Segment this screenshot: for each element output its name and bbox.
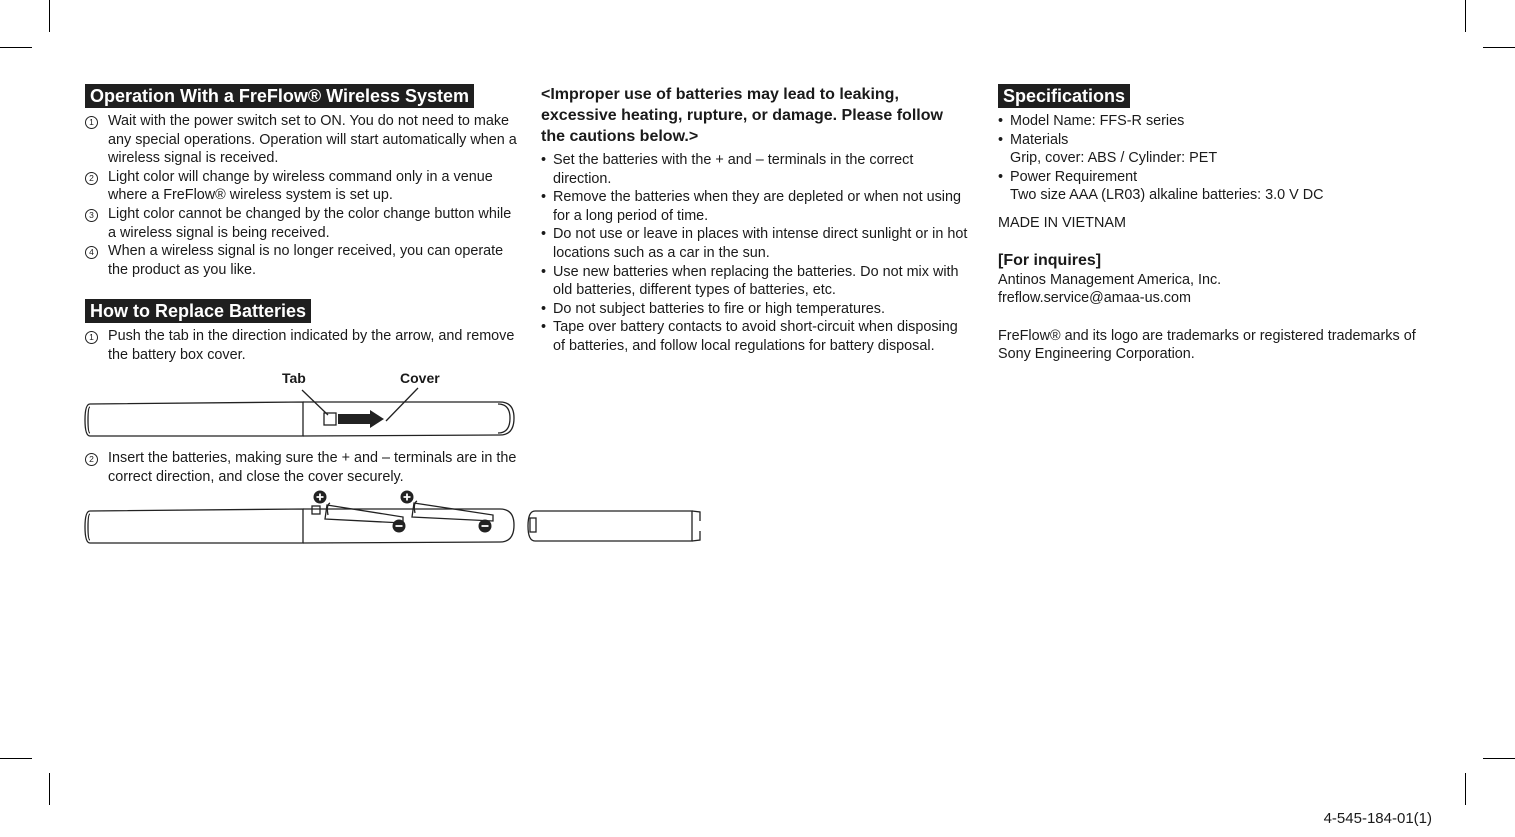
list-item: • Set the batteries with the + and – terminals in the correct direction. <box>541 151 971 188</box>
step-number: 1 <box>85 331 98 344</box>
spec-label: Power Requirement <box>1010 168 1138 185</box>
list-item: • Do not use or leave in places with intense direct sunlight or in hot locations such as a car in the sun. <box>541 225 971 262</box>
crop-mark <box>49 0 50 32</box>
step-text: Light color cannot be changed by the color change button while a wireless signal is being received. <box>108 205 512 241</box>
list-item: • Tape over battery contacts to avoid short-circuit when disposing of batteries, and follow local regulations for battery disposal. <box>541 318 971 355</box>
operation-title: Operation With a FreFlow® Wireless System <box>85 84 474 108</box>
list-item <box>85 449 517 486</box>
trademark-notice: FreFlow® and its logo are trademarks or registered trademarks of Sony Engineering Corporation. <box>998 327 1416 363</box>
step-number: 4 <box>85 246 98 259</box>
spec-label: Materials <box>1010 131 1069 148</box>
list-item: • Do not subject batteries to fire or high temperatures. <box>541 300 971 319</box>
contact-email: freflow.service@amaa-us.com <box>998 290 1191 307</box>
list-item <box>85 327 517 364</box>
list-item: • Use new batteries when replacing the batteries. Do not mix with old batteries, different types of batteries, etc. <box>541 263 971 300</box>
step-text: Insert the batteries, making sure the + and – terminals are in the correct direction, and close the cover securely. <box>108 450 517 485</box>
origin-text: MADE IN VIETNAM <box>998 214 1126 231</box>
crop-mark <box>1483 47 1515 48</box>
crop-mark <box>1483 758 1515 759</box>
list-item <box>85 242 517 279</box>
step-text: Wait with the power switch set to ON. You do not need to make any special operations. Operation will start automatically when a wireless signal is received. <box>108 113 517 167</box>
battery-steps-1 <box>85 327 517 364</box>
company-name: Antinos Management America, Inc. <box>998 271 1222 288</box>
step-text: Push the tab in the direction indicated by the arrow, and remove the battery box cover. <box>108 328 515 363</box>
specs-section <box>998 84 1443 364</box>
step-text: When a wireless signal is no longer received, you can operate the product as you like. <box>108 243 504 278</box>
step-text: Light color will change by wireless command only in a venue where a FreFlow® wireless system is set up. <box>108 168 493 204</box>
step-number: 2 <box>85 453 98 466</box>
list-item <box>998 168 1443 205</box>
remove-cover-figure <box>80 385 520 441</box>
step-number: 2 <box>85 172 98 185</box>
crop-mark <box>1465 0 1466 32</box>
spec-detail: Two size AAA (LR03) alkaline batteries: 3.0 V DC <box>1010 187 1324 204</box>
crop-mark <box>1465 773 1466 805</box>
list-item: • Remove the batteries when they are depleted or when not using for a long period of time. <box>541 188 971 225</box>
list-item <box>85 168 517 205</box>
operation-steps <box>85 112 517 279</box>
battery-steps-2 <box>85 449 517 486</box>
operation-section <box>85 84 517 279</box>
document-number: 4-545-184-01(1) <box>1323 810 1432 828</box>
crop-mark <box>49 773 50 805</box>
batteries-title: How to Replace Batteries <box>85 299 311 323</box>
cautions-heading: <Improper use of batteries may lead to leaking, excessive heating, rupture, or damage. Please follow the cautions below.> <box>541 86 943 145</box>
crop-mark <box>0 758 32 759</box>
list-item <box>85 205 517 242</box>
step-number: 3 <box>85 209 98 222</box>
list-item <box>85 112 517 168</box>
list-item <box>998 131 1443 168</box>
spec-label: Model Name: FFS-R series <box>1010 113 1185 129</box>
tab-label: Tab <box>282 370 306 386</box>
cover-label: Cover <box>400 370 440 386</box>
list-item <box>998 112 1443 131</box>
spec-detail: Grip, cover: ABS / Cylinder: PET <box>1010 150 1218 167</box>
inquiries-heading: [For inquires] <box>998 251 1102 269</box>
crop-mark <box>0 47 32 48</box>
cautions-section <box>541 84 971 356</box>
step-number: 1 <box>85 116 98 129</box>
specs-title: Specifications <box>998 84 1130 108</box>
specs-list <box>998 112 1443 205</box>
batteries-section <box>85 299 517 364</box>
cautions-list <box>541 151 971 356</box>
insert-batteries-figure <box>80 487 710 549</box>
battery-step-2 <box>85 449 517 486</box>
